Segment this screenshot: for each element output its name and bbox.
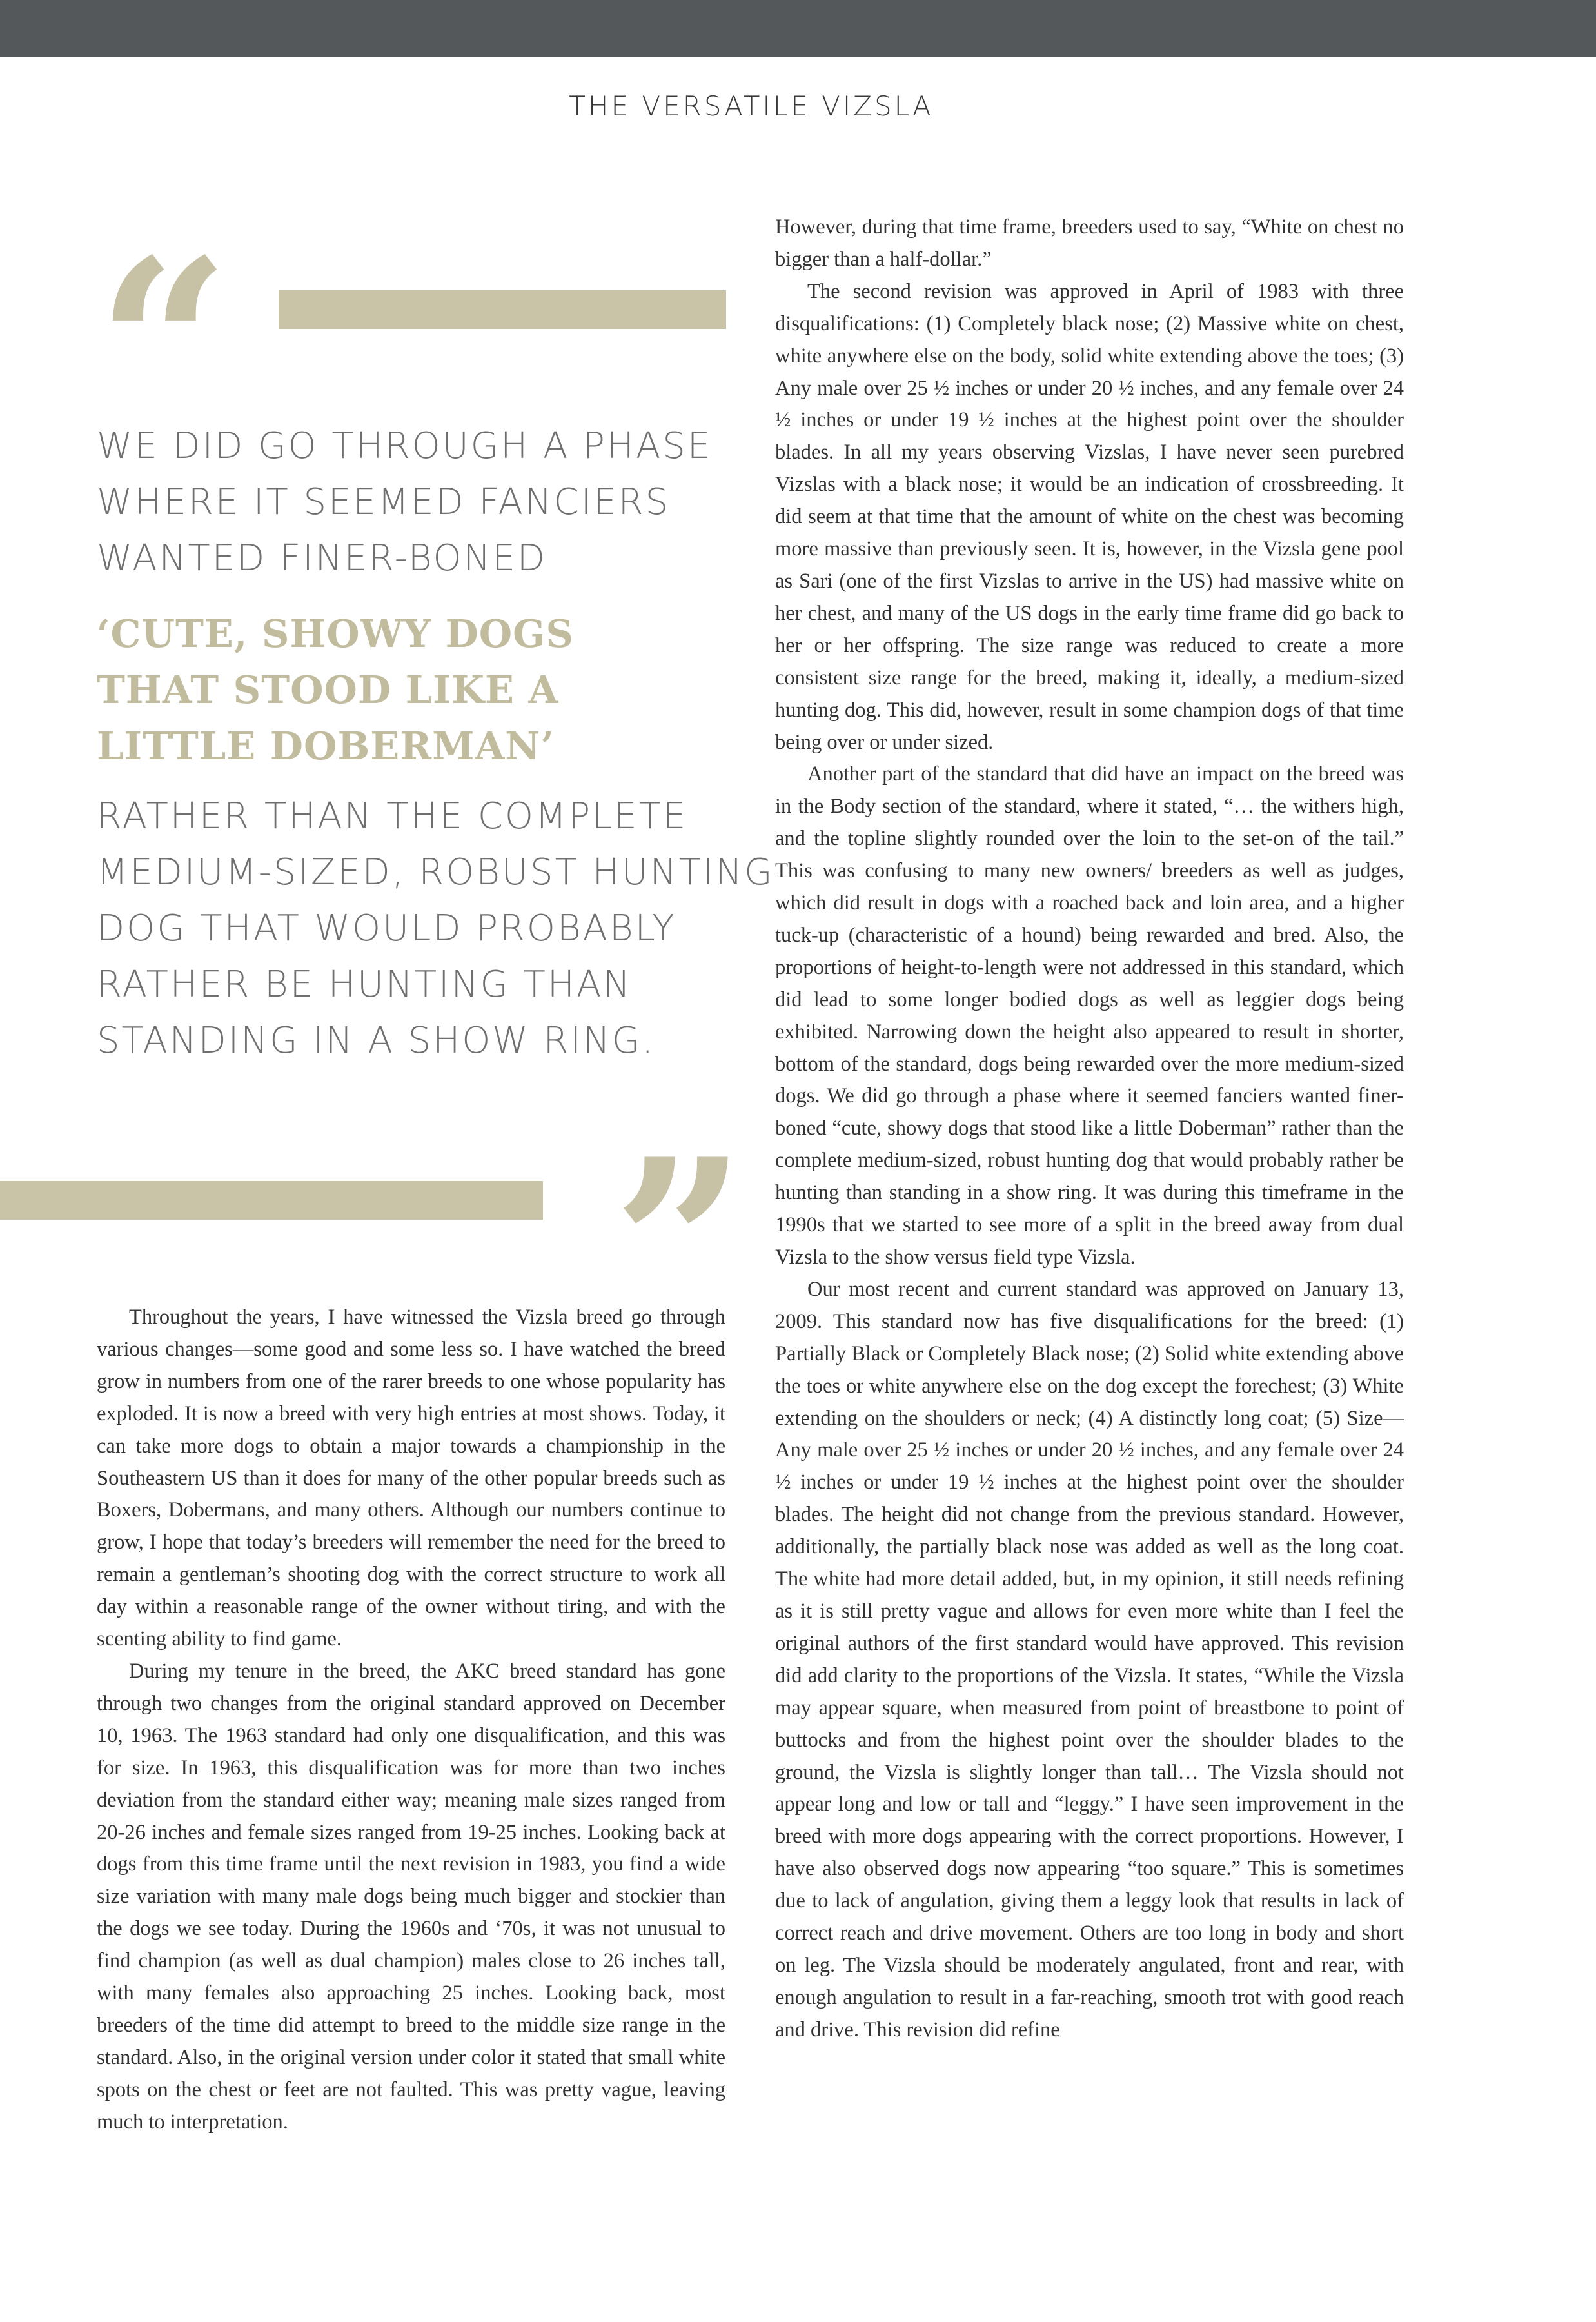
pull-quote-line: WANTED FINER-BONED (97, 537, 547, 579)
body-paragraph: During my tenure in the breed, the AKC breed standard has gone through two changes from the original standard approved on December 10, 1963. The 1963 standard had only one disqualification, and this was for size. In 1963, this disqualification was for more than two inches deviation from the standard either way; meaning male sizes ranged from 20-26 inches and female sizes ranged from 19-25 inches. Looking back at dogs from this time frame until the next revision in 1983, you find a wide size variation with many male dogs being much bigger and stockier than the dogs we see today. During the 1960s and ‘70s, it was not unusual to find champion (as well as dual champion) males close to 26 inches tall, with many females also approaching 25 inches. Looking back, most breeders of the time did attempt to breed to the middle size range in the standard. Also, in the original version under color it stated that small white spots on the chest or feet are not faulted. This was pretty vague, leaving much to interpretation. (97, 1659, 725, 2134)
body-paragraph: Our most recent and current standard was approved on January 13, 2009. This standard now has five disqualifications for the breed: (1) Partially Black or Completely Black nose; (2) Solid white extending above the toes or white anywhere else on the dog except the forechest; (3) White extending on the shoulders or neck; (4) A distinctly long coat; (5) Size—Any male over 25 ½ inches or under 20 ½ inches, and any female over 24 ½ inches or under 19 ½ inches at the highest point over the shoulder blades. The height did not change from the previous standard. However, additionally, the partially black nose was added as well as the long coat. The white had more detail added, but, in my opinion, it still needs refining as it is still pretty vague and allows for even more white than I feel the original authors of the first standard would have approved. This revision did add clarity to the proportions of the Vizsla. It states, “While the Vizsla may appear square, when measured from point of breastbone to point of buttocks and from the highest point over the shoulder blades to the ground, the Vizsla is slightly longer than tall… The Vizsla should not appear long and low or tall and “leggy.” I have seen improvement in the breed with more dogs appearing with the correct proportions. However, I have also observed dogs now appearing “too square.” This is sometimes due to lack of angulation, giving them a leggy look that results in lack of correct reach and drive movement. Others are too long in body and short on leg. The Vizsla should be moderately angulated, front and rear, with enough angulation to result in a far-reaching, smooth trot with good reach and drive. This revision did refine (775, 1277, 1404, 2041)
running-title: THE VERSATILE VIZSLA (569, 90, 934, 122)
body-paragraph: The second revision was approved in April of 1983 with three disqualifications: (1) Completely black nose; (2) Massive white on chest, white anywhere else on the body, solid white extending above the toes; (3) Any male over 25 ½ inches or under 20 ½ inches, and any female over 24 ½ inches or under 19 ½ inches at the highest point over the shoulder blades. In all my years observing Vizslas, I have never seen purebred Vizslas with a black nose; it would be an indication of crossbreeding. It did seem at that time that the amount of white on the chest was becoming more massive than previously seen. It is, however, in the Vizsla gene pool as Sari (one of the first Vizslas to arrive in the US) had massive white on her chest, and many of the US dogs in the early time frame did go back to her or her offspring. The size range was reduced to create a more consistent size range for the breed, making it, ideally, a medium-sized hunting dog. This did, however, result in some champion dogs of that time being over or under sized. (775, 279, 1404, 754)
decorative-rule-top (279, 290, 726, 329)
top-banner (0, 0, 1596, 57)
article-column-right (775, 212, 1404, 2047)
pull-quote-line: RATHER BE HUNTING THAN (97, 964, 633, 1006)
pull-quote-line: WHERE IT SEEMED FANCIERS (97, 481, 671, 523)
pull-quote-emphasis-line: THAT STOOD LIKE A (97, 668, 559, 712)
body-paragraph: However, during that time frame, breeders used to say, “White on chest no bigger than a half-dollar.” (775, 215, 1404, 271)
pull-quote-emphasis-line: ‘CUTE, SHOWY DOGS (97, 611, 575, 656)
pull-quote-line: MEDIUM-SIZED, ROBUST HUNTING (97, 851, 774, 893)
pull-quote-emphasis-line: LITTLE DOBERMAN’ (97, 724, 555, 768)
pull-quote-line: RATHER THAN THE COMPLETE (97, 795, 688, 837)
pull-quote-line: WE DID GO THROUGH A PHASE (97, 425, 713, 467)
pull-quote-tail (97, 788, 774, 1069)
pull-quote (97, 418, 774, 1069)
pull-quote-line: DOG THAT WOULD PROBABLY (97, 908, 676, 949)
article-column-left (97, 1302, 725, 2139)
pull-quote-lead (97, 418, 742, 586)
decorative-rule-bottom (0, 1181, 543, 1220)
body-paragraph: Throughout the years, I have witnessed the Vizsla breed go through various changes—some good and some less so. I have watched the breed grow in numbers from one of the rarer breeds to one whose popularity has exploded. It is now a breed with very high entries at most shows. Today, it can take more dogs to obtain a major towards a championship in the Southeastern US than it does for many of the other popular breeds such as Boxers, Dobermans, and many others. Although our numbers continue to grow, I hope that today’s breeders will remember the need for the breed to remain a gentleman’s shooting dog with the correct structure to work all day within a reasonable range of the owner without tiring, and with the scenting ability to find game. (97, 1305, 725, 1651)
open-quote-mark: “ (97, 208, 231, 481)
pull-quote-line: STANDING IN A SHOW RING. (97, 1020, 656, 1062)
pull-quote-emphasis (97, 606, 742, 774)
body-paragraph: Another part of the standard that did have an impact on the breed was in the Body section of the standard, where it stated, “… the withers high, and the topline slightly rounded over the loin to the set-on of the tail.” This was confusing to many new owners/ breeders as well as judges, which did result in dogs with a roached back and loin area, and a higher tuck-up (characteristic of a hound) being rewarded and bred. Also, the proportions of height-to-length were not addressed in this standard, which did lead to some longer bodied dogs as well as leggier dogs being exhibited. Narrowing down the height also appeared to result in shorter, bottom of the standard, dogs being rewarded over the more medium-sized dogs. We did go through a phase where it seemed fanciers wanted finer-boned “cute, showy dogs that stood like a little Doberman” rather than the complete medium-sized, robust hunting dog that would probably rather be hunting than standing in a show ring. It was during this timeframe in the 1990s that we started to see more of a split in the breed away from dual Vizsla to the show versus field type Vizsla. (775, 762, 1404, 1269)
close-quote-mark: ” (613, 1108, 747, 1381)
